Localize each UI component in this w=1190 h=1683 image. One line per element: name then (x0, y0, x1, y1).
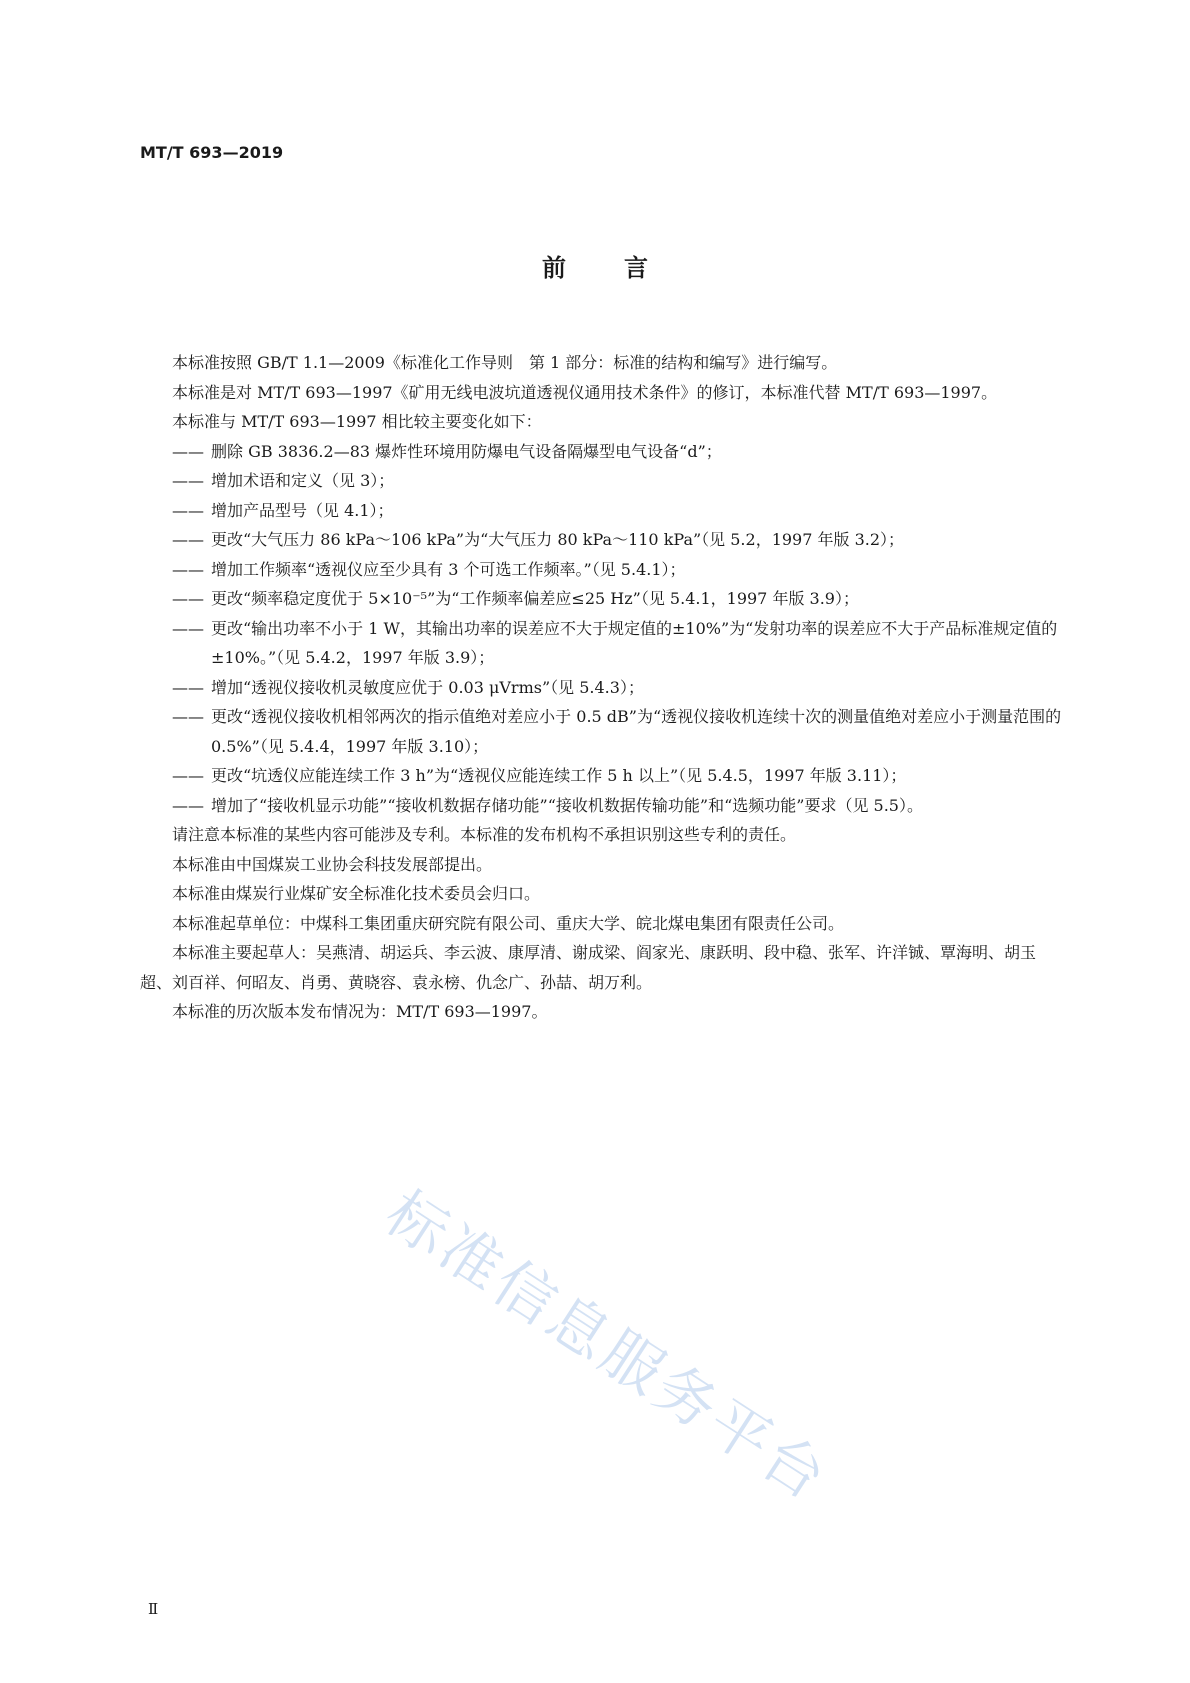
change-text: 更改“输出功率不小于 1 W，其输出功率的误差应不大于规定值的±10%”为“发射功率的误差应不大于产品标准规定值的±10%。”（见 5.4.2，1997 年版 3.9）； (211, 618, 1058, 667)
change-text: 更改“频率稳定度优于 5×10⁻⁵”为“工作频率偏差应≤25 Hz”（见 5.4.1，1997 年版 3.9）； (211, 589, 859, 608)
change-text: 增加工作频率“透视仪应至少具有 3 个可选工作频率。”（见 5.4.1）； (211, 559, 686, 579)
change-item (140, 466, 1065, 496)
change-item (140, 791, 1065, 821)
change-text: 更改“大气压力 86 kPa～106 kPa”为“大气压力 80 kPa～110 kPa”（见 5.2，1997 年版 3.2）； (211, 530, 905, 549)
change-text: 增加“透视仪接收机灵敏度应优于 0.03 μVrms”（见 5.4.3）； (211, 677, 644, 697)
dash-mark: —— (172, 530, 204, 549)
change-item (140, 555, 1065, 585)
paragraph: 本标准的历次版本发布情况为：MT/T 693—1997。 (172, 1002, 548, 1021)
dash-mark: —— (172, 500, 204, 520)
change-item (140, 525, 1065, 555)
change-text: 删除 GB 3836.2—83 爆炸性环境用防爆电气设备隔爆型电气设备“d”； (211, 441, 722, 461)
change-item (140, 584, 1065, 614)
paragraph: 本标准主要起草人：吴燕清、胡运兵、李云波、康厚清、谢成梁、阎家光、康跃明、段中稳、张军、许洋铖、覃海明、胡玉超、刘百祥、何昭友、肖勇、黄晓容、袁永榜、仇念广、孙喆、胡万利。 (140, 943, 1037, 992)
dash-mark: —— (172, 618, 204, 638)
paragraph: 本标准按照 GB/T 1.1—2009《标准化工作导则 第 1 部分：标准的结构和编写》进行编写。 (172, 353, 838, 372)
change-text: 更改“透视仪接收机相邻两次的指示值绝对差应小于 0.5 dB”为“透视仪接收机连续十次的测量值绝对差应小于测量范围的 0.5%”（见 5.4.4，1997 年版 3.10）； (211, 707, 1062, 756)
change-text: 增加了“接收机显示功能”“接收机数据存储功能”“接收机数据传输功能”和“选频功能”要求（见 5.5）。 (211, 795, 923, 815)
paragraph: 请注意本标准的某些内容可能涉及专利。本标准的发布机构不承担识别这些专利的责任。 (172, 825, 797, 844)
dash-mark: —— (172, 766, 204, 785)
paragraph: 本标准是对 MT/T 693—1997《矿用无线电波坑道透视仪通用技术条件》的修订，本标准代替 MT/T 693—1997。 (172, 382, 998, 402)
dash-mark: —— (172, 441, 204, 461)
change-item (140, 761, 1065, 791)
paragraph: 本标准由中国煤炭工业协会科技发展部提出。 (172, 854, 493, 874)
page-number: Ⅱ (148, 1600, 159, 1618)
page-title: 前言 (542, 254, 706, 282)
change-text: 增加术语和定义（见 3）； (211, 471, 395, 490)
change-item (140, 614, 1065, 673)
watermark: 标准信息服务平台 (373, 1177, 841, 1516)
dash-mark: —— (172, 559, 204, 579)
paragraph: 本标准起草单位：中煤科工集团重庆研究院有限公司、重庆大学、皖北煤电集团有限责任公司。 (172, 913, 845, 933)
dash-mark: —— (172, 677, 204, 697)
document-body (140, 348, 1065, 1027)
dash-mark: —— (172, 707, 204, 726)
change-item (140, 496, 1065, 526)
change-item (140, 673, 1065, 703)
paragraph: 本标准与 MT/T 693—1997 相比较主要变化如下： (172, 412, 542, 431)
dash-mark: —— (172, 471, 204, 490)
change-text: 更改“坑透仪应能连续工作 3 h”为“透视仪应能连续工作 5 h 以上”（见 5.4.5，1997 年版 3.11）； (211, 766, 907, 785)
change-item (140, 702, 1065, 761)
paragraph: 本标准由煤炭行业煤矿安全标准化技术委员会归口。 (172, 884, 541, 903)
standard-code: MT/T 693—2019 (140, 143, 284, 162)
change-item (140, 437, 1065, 467)
dash-mark: —— (172, 589, 204, 608)
dash-mark: —— (172, 795, 204, 815)
change-text: 增加产品型号（见 4.1）； (211, 500, 394, 520)
